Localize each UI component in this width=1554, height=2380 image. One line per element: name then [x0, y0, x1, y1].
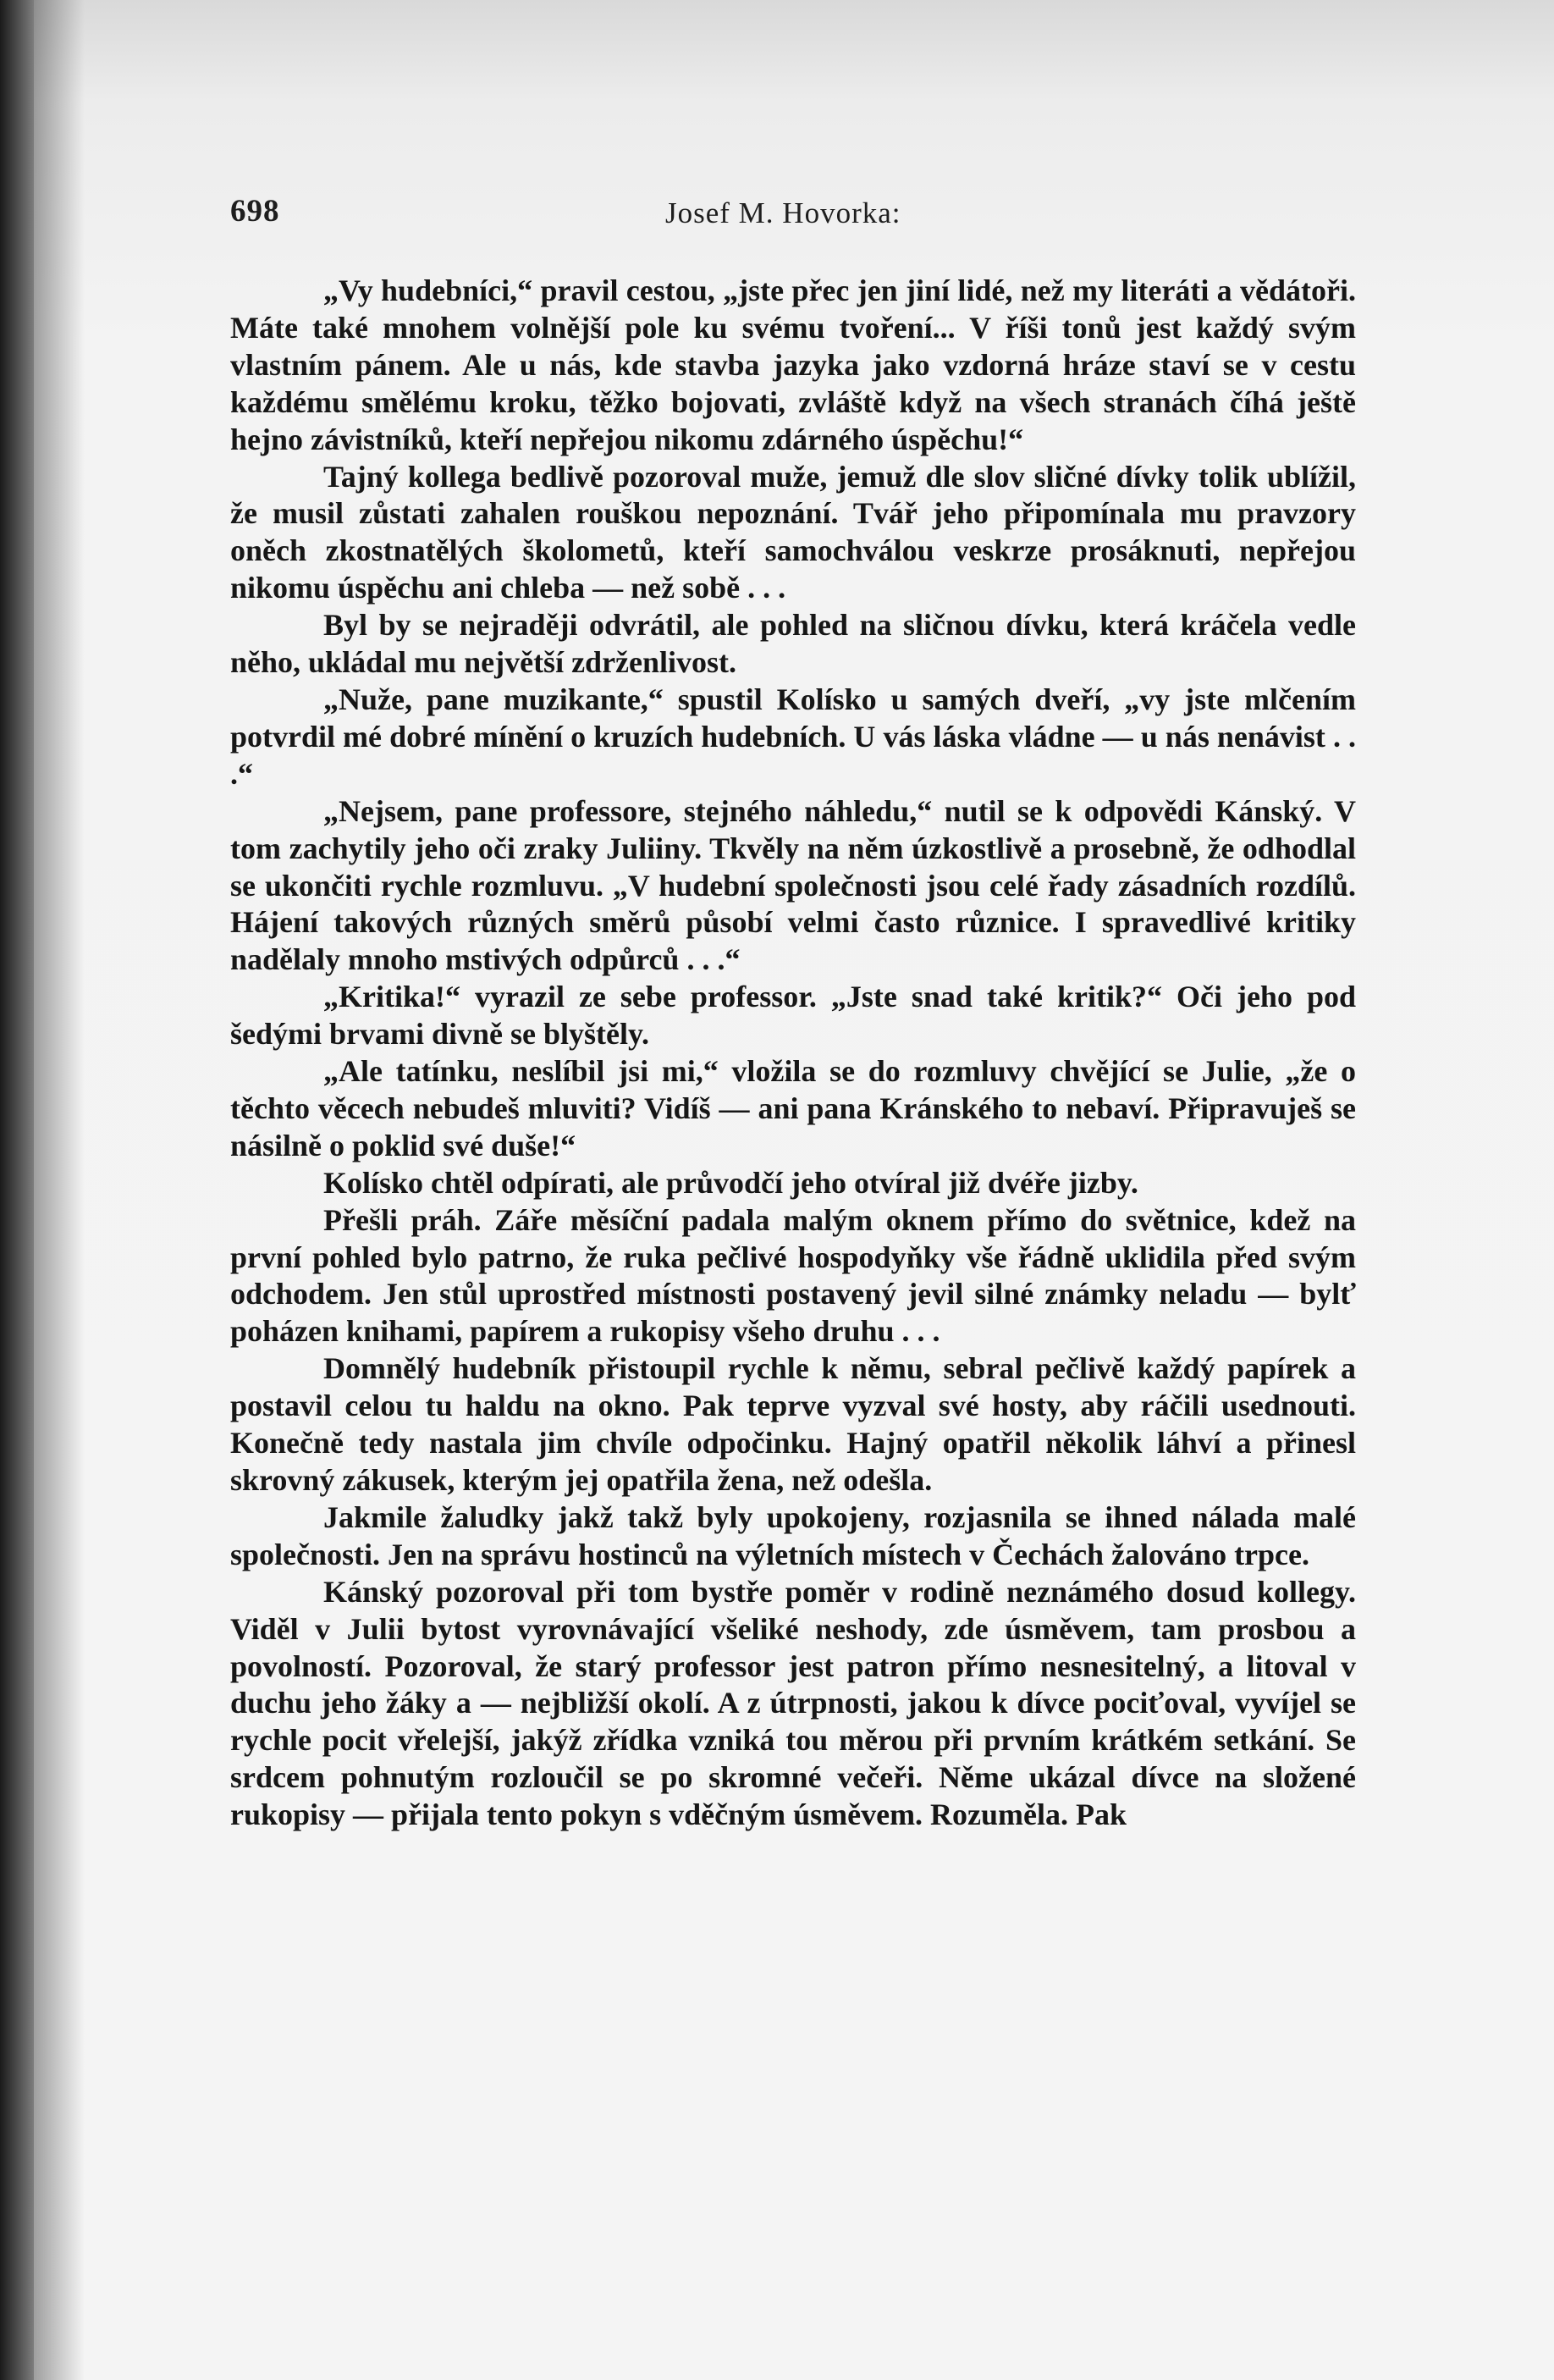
paragraph: „Ale tatínku, neslíbil jsi mi,“ vložila se do rozmluvy chvějící se Julie, „že o těchto věcech nebudeš mluviti? Vidíš — ani pana Kránského to nebaví. Připravuješ se násilně o poklid své duše!“	[230, 1054, 1356, 1162]
paragraph: Kánský pozoroval při tom bystře poměr v rodině neznámého dosud kollegy. Viděl v Julii bytost vyrovnávající všeliké neshody, zde úsměvem, tam prosbou a povolností. Pozoroval, že starý professor jest patron přímo nesnesitelný, a litoval v duchu jeho žáky a — nejbližší okolí. A z útrpnosti, jakou k dívce pociťoval, vyvíjel se rychle pocit vřelejší, jakýž zřídka vzniká tou měrou při prvním krátkém setkání. Se srdcem pohnutým rozloučil se po skromné večeři. Něme ukázal dívce na složené rukopisy — přijala tento pokyn s vděčným úsměvem. Rozuměla. Pak	[230, 1574, 1356, 1832]
running-head	[230, 193, 1356, 244]
paragraph: „Nuže, pane muzikante,“ spustil Kolísko u samých dveří, „vy jste mlčením potvrdil mé dobré mínění o kruzích hudebních. U vás láska vládne — u nás nenávist . . .“	[230, 682, 1356, 791]
paragraph: Domnělý hudebník přistoupil rychle k němu, sebral pečlivě každý papírek a postavil celou tu haldu na okno. Pak teprve vyzval své hosty, aby ráčili usednouti. Konečně tedy nastala jim chvíle odpočinku. Hajný opatřil několik láhví a přinesl skrovný zákusek, kterým jej opatřila žena, než odešla.	[230, 1351, 1356, 1497]
gutter-shadow	[34, 0, 85, 2380]
page-number: 698	[230, 194, 280, 229]
paragraph: Přešli práh. Záře měsíční padala malým oknem přímo do světnice, kdež na první pohled bylo patrno, že ruka pečlivé hospodyňky vše řádně uklidila před svým odchodem. Jen stůl uprostřed místnosti postavený jevil silné známky neladu — bylť poházen knihami, papírem a rukopisy všeho druhu . . .	[230, 1202, 1356, 1349]
paragraph: Byl by se nejraději odvrátil, ale pohled na sličnou dívku, která kráčela vedle něho, ukládal mu největší zdrženlivost.	[230, 608, 1356, 680]
paragraph: Kolísko chtěl odpírati, ale průvodčí jeho otvíral již dvéře jizby.	[323, 1165, 1138, 1200]
paragraph: Tajný kollega bedlivě pozoroval muže, jemuž dle slov sličné dívky tolik ublížil, že musil zůstati zahalen rouškou nepoznání. Tvář jeho připomínala mu pravzory oněch zkostnatělých školometů, kteří samochválou veskrze prosáknuti, nepřejou nikomu úspěchu ani chleba — než sobě . . .	[230, 459, 1356, 605]
paragraph: „Nejsem, pane professore, stejného náhledu,“ nutil se k odpovědi Kánský. V tom zachytily jeho oči zraky Juliiny. Tkvěly na něm úzkostlivě a prosebně, že odhodlal se ukončiti rychle rozmluvu. „V hudební společnosti jsou celé řady zásadních rozdílů. Hájení takových různých směrů působí velmi často různice. I spravedlivé kritiky nadělaly mnoho mstivých odpůrců . . .“	[230, 793, 1356, 977]
paragraph: „Kritika!“ vyrazil ze sebe professor. „Jste snad také kritik?“ Oči jeho pod šedými brvami divně se blyštěly.	[230, 980, 1356, 1052]
running-title: Josef M. Hovorka:	[665, 196, 901, 229]
paragraph: „Vy hudebníci,“ pravil cestou, „jste přec jen jiní lidé, než my literáti a vědátoři. Máte také mnohem volnější pole ku svému tvoření... V říši tonů jest každý svým vlastním pánem. Ale u nás, kde stavba jazyka jako vzdorná hráze staví se v cestu každému smělému kroku, těžko bojovati, zvláště když na všech stranách číhá ještě hejno závistníků, kteří nepřejou nikomu zdárného úspěchu!“	[230, 273, 1356, 456]
body-text	[230, 273, 1356, 1834]
paragraph: Jakmile žaludky jakž takž byly upokojeny, rozjasnila se ihned nálada malé společnosti. Jen na správu hostinců na výletních místech v Čechách žalováno trpce.	[230, 1499, 1356, 1571]
